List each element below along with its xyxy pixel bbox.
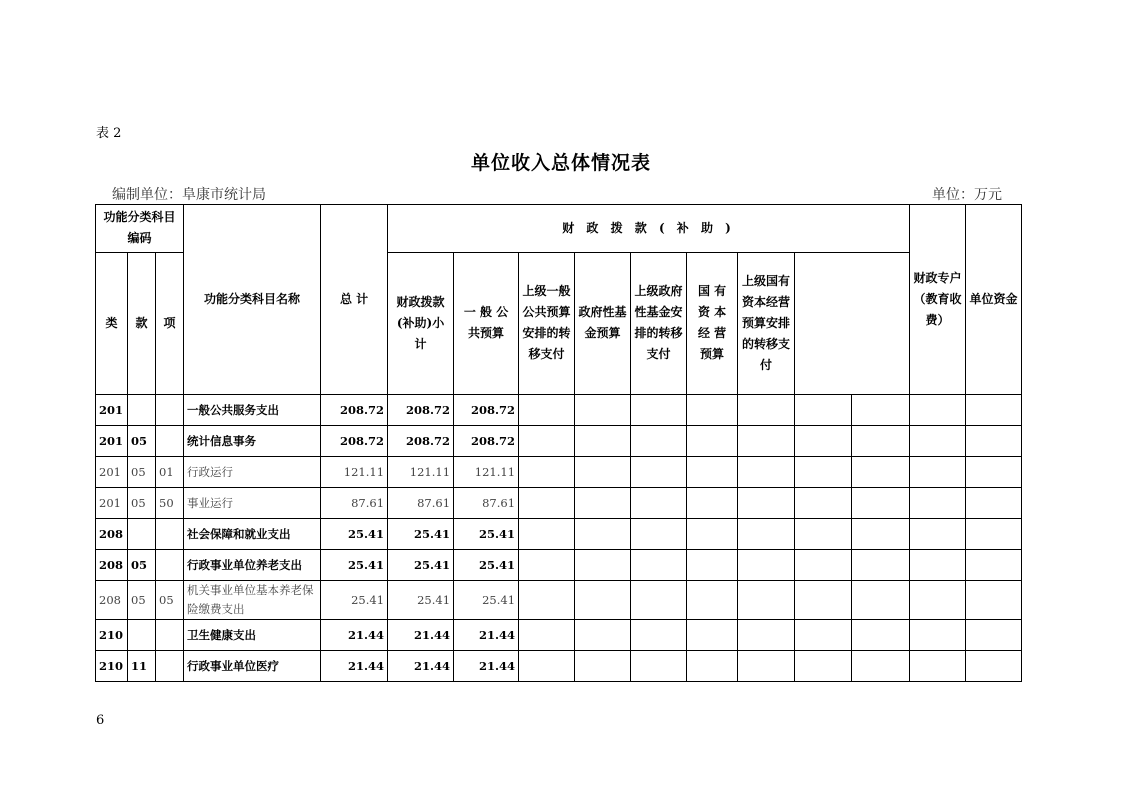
cell-xiang [156,426,184,457]
cell-empty [738,426,795,457]
cell-empty [738,457,795,488]
cell-total: 208.72 [321,426,388,457]
cell-empty [519,426,575,457]
cell-empty [795,651,852,682]
cell-xiang [156,620,184,651]
cell-empty [910,395,966,426]
cell-empty [631,581,687,620]
cell-empty [687,488,738,519]
cell-empty [852,457,910,488]
cell-empty [966,581,1022,620]
cell-empty [852,581,910,620]
cell-empty [575,581,631,620]
cell-general-budget: 25.41 [454,519,519,550]
cell-kuan [128,395,156,426]
cell-empty [738,519,795,550]
cell-subtotal: 25.41 [388,519,454,550]
cell-empty [795,550,852,581]
cell-empty [738,395,795,426]
header-general-budget: 一 般 公 共预算 [454,252,519,394]
income-table [95,204,1022,682]
cell-kuan: 05 [128,581,156,620]
cell-lei: 201 [96,488,128,519]
header-fiscal-group: 财 政 拨 款 ( 补 助 ) [388,205,910,253]
cell-empty [966,550,1022,581]
cell-empty [852,395,910,426]
cell-total: 21.44 [321,651,388,682]
header-xiang: 项 [156,252,184,394]
cell-empty [687,457,738,488]
cell-empty [519,581,575,620]
table-row [96,519,1022,550]
cell-empty [966,426,1022,457]
cell-name: 一般公共服务支出 [184,395,321,426]
cell-empty [687,550,738,581]
cell-empty [910,581,966,620]
cell-empty [631,550,687,581]
cell-empty [910,488,966,519]
cell-subtotal: 87.61 [388,488,454,519]
header-total: 总 计 [321,205,388,395]
cell-empty [631,457,687,488]
cell-empty [519,651,575,682]
cell-empty [852,519,910,550]
cell-empty [738,488,795,519]
cell-empty [966,395,1022,426]
cell-empty [631,519,687,550]
cell-empty [795,426,852,457]
header-upper-capital-transfer: 上级国有资本经营预算安排的转移支付 [738,252,795,394]
cell-general-budget: 208.72 [454,395,519,426]
cell-empty [795,581,852,620]
cell-empty [852,651,910,682]
cell-lei: 201 [96,426,128,457]
header-lei: 类 [96,252,128,394]
cell-general-budget: 87.61 [454,488,519,519]
header-fiscal-subtotal: 财政拨款(补助)小计 [388,252,454,394]
cell-empty [575,426,631,457]
table-body [96,395,1022,682]
cell-empty [852,426,910,457]
cell-empty [631,620,687,651]
cell-kuan [128,620,156,651]
cell-name: 行政事业单位养老支出 [184,550,321,581]
cell-xiang [156,519,184,550]
cell-subtotal: 25.41 [388,581,454,620]
cell-empty [519,457,575,488]
cell-name: 事业运行 [184,488,321,519]
cell-total: 208.72 [321,395,388,426]
cell-empty [575,550,631,581]
cell-name: 行政事业单位医疗 [184,651,321,682]
cell-empty [687,395,738,426]
cell-empty [687,651,738,682]
cell-xiang: 50 [156,488,184,519]
cell-general-budget: 208.72 [454,426,519,457]
cell-lei: 208 [96,519,128,550]
table-row [96,426,1022,457]
cell-empty [519,519,575,550]
cell-empty [966,651,1022,682]
cell-empty [795,488,852,519]
cell-empty [687,581,738,620]
currency-unit: 单位：万元 [932,187,1002,203]
cell-xiang: 01 [156,457,184,488]
cell-empty [575,395,631,426]
cell-name: 社会保障和就业支出 [184,519,321,550]
header-gov-fund-budget: 政府性基金预算 [575,252,631,394]
page-title: 单位收入总体情况表 [470,152,651,174]
cell-total: 25.41 [321,581,388,620]
table-row [96,620,1022,651]
cell-lei: 210 [96,651,128,682]
cell-empty [852,550,910,581]
header-code-group: 功能分类科目编码 [96,205,184,253]
header-unit-funds: 单位资金 [966,205,1022,395]
cell-empty [687,620,738,651]
cell-empty [575,620,631,651]
cell-empty [519,620,575,651]
cell-empty [795,519,852,550]
cell-empty [519,395,575,426]
cell-empty [966,488,1022,519]
cell-empty [795,620,852,651]
cell-empty [910,550,966,581]
header-upper-fund-transfer: 上级政府性基金安排的转移支付 [631,252,687,394]
cell-empty [519,488,575,519]
cell-general-budget: 121.11 [454,457,519,488]
compiling-unit: 编制单位：阜康市统计局 [112,187,266,203]
cell-empty [738,581,795,620]
cell-empty [519,550,575,581]
cell-empty [575,519,631,550]
table-row [96,581,1022,620]
cell-subtotal: 21.44 [388,651,454,682]
cell-total: 21.44 [321,620,388,651]
cell-total: 87.61 [321,488,388,519]
cell-empty [910,519,966,550]
cell-empty [910,620,966,651]
table-number: 表 2 [96,126,122,141]
cell-empty [575,488,631,519]
cell-empty [966,620,1022,651]
header-state-capital-budget: 国 有 资 本 经 营 预算 [687,252,738,394]
cell-total: 25.41 [321,550,388,581]
cell-general-budget: 21.44 [454,620,519,651]
cell-empty [575,651,631,682]
cell-lei: 201 [96,457,128,488]
page-number: 6 [96,713,105,728]
cell-kuan: 05 [128,488,156,519]
cell-lei: 210 [96,620,128,651]
cell-subtotal: 208.72 [388,426,454,457]
cell-lei: 208 [96,550,128,581]
cell-subtotal: 25.41 [388,550,454,581]
cell-empty [631,488,687,519]
cell-empty [852,488,910,519]
table-row [96,488,1022,519]
cell-subtotal: 21.44 [388,620,454,651]
table-row [96,550,1022,581]
cell-xiang [156,651,184,682]
cell-empty [631,651,687,682]
cell-kuan: 05 [128,426,156,457]
cell-kuan [128,519,156,550]
cell-xiang [156,395,184,426]
cell-subtotal: 208.72 [388,395,454,426]
cell-kuan: 11 [128,651,156,682]
cell-kuan: 05 [128,457,156,488]
cell-empty [795,457,852,488]
cell-name: 统计信息事务 [184,426,321,457]
cell-empty [687,519,738,550]
cell-general-budget: 25.41 [454,581,519,620]
cell-empty [738,651,795,682]
cell-empty [795,395,852,426]
cell-empty [910,651,966,682]
cell-name: 行政运行 [184,457,321,488]
cell-total: 25.41 [321,519,388,550]
cell-empty [910,457,966,488]
cell-empty [631,426,687,457]
cell-empty [738,550,795,581]
cell-empty [852,620,910,651]
cell-xiang: 05 [156,581,184,620]
cell-empty [966,457,1022,488]
header-fiscal-special: 财政专户（教育收费） [910,205,966,395]
cell-empty [687,426,738,457]
cell-empty [738,620,795,651]
cell-kuan: 05 [128,550,156,581]
header-name: 功能分类科目名称 [184,205,321,395]
table-row [96,457,1022,488]
cell-empty [966,519,1022,550]
table-row [96,395,1022,426]
cell-name: 卫生健康支出 [184,620,321,651]
cell-general-budget: 21.44 [454,651,519,682]
header-upper-general-transfer: 上级一般公共预算安排的转移支付 [519,252,575,394]
header-kuan: 款 [128,252,156,394]
cell-empty [575,457,631,488]
cell-empty [910,426,966,457]
cell-subtotal: 121.11 [388,457,454,488]
cell-general-budget: 25.41 [454,550,519,581]
cell-empty [631,395,687,426]
table-row [96,651,1022,682]
cell-lei: 201 [96,395,128,426]
cell-xiang [156,550,184,581]
cell-total: 121.11 [321,457,388,488]
cell-name: 机关事业单位基本养老保险缴费支出 [184,581,321,620]
cell-lei: 208 [96,581,128,620]
